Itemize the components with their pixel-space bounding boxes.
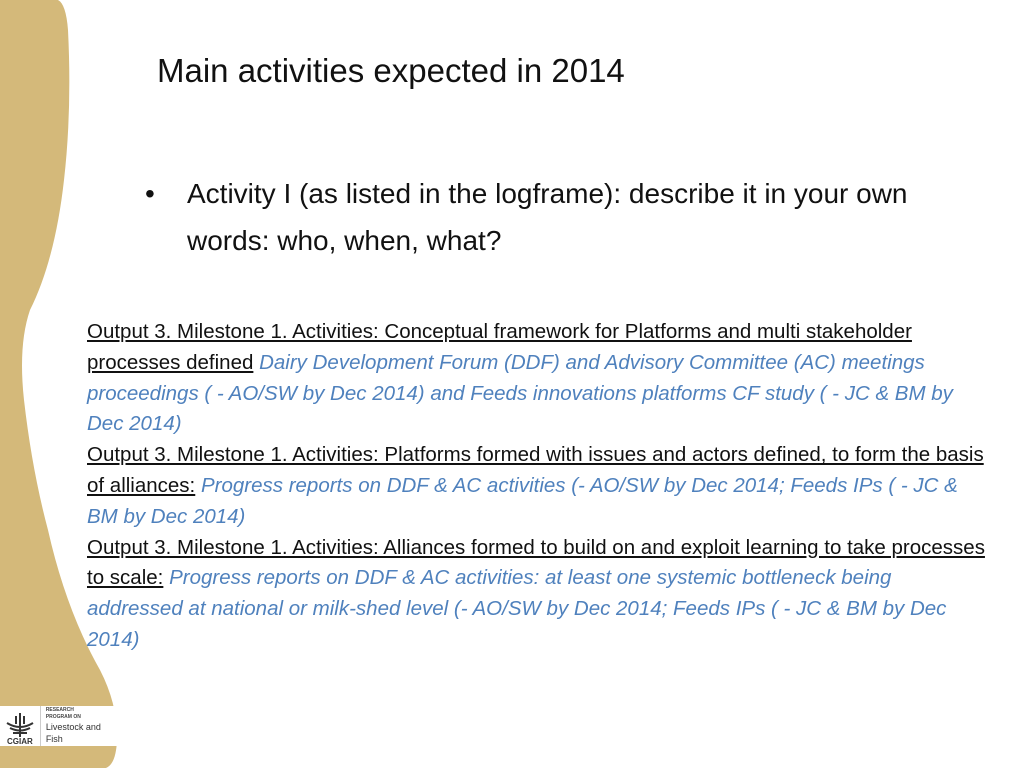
- wheat-emblem-icon: [5, 713, 35, 737]
- output-item: [87, 440, 992, 532]
- slide-title: Main activities expected in 2014: [157, 52, 625, 89]
- output-detail: Progress reports on DDF & AC activities (- AO/SW by Dec 2014; Feeds IPs ( - JC & BM by Dec 2014): [87, 473, 958, 528]
- output-item: [87, 533, 992, 656]
- output-heading: Output 3. Milestone 1. Activities: Alliances formed to build on and exploit learning to take processes to scale:: [87, 535, 985, 590]
- logo-org: CGIAR: [7, 737, 33, 746]
- output-heading: Output 3. Milestone 1. Activities: Platforms formed with issues and actors defined, to form the basis of alliances:: [87, 443, 984, 497]
- output-heading: Output 3. Milestone 1. Activities: Conceptual framework for Platforms and multi stakeholder processes defined: [87, 320, 912, 374]
- bullet-icon: •: [145, 178, 155, 209]
- cgiar-emblem-icon: [0, 706, 41, 746]
- logo-name: Livestock and Fish: [45, 722, 101, 744]
- cgiar-livestock-fish-logo: [0, 706, 120, 746]
- output-detail: Dairy Development Forum (DDF) and Advisory Committee (AC) meetings proceedings ( - AO/SW by Dec 2014) and Feeds innovations platforms CF study ( - JC & BM by Dec 2014): [87, 350, 953, 436]
- output-detail: Progress reports on DDF & AC activities: at least one systemic bottleneck being addressed at national or milk-shed level (- AO/SW by Dec 2014; Feeds IPs ( - JC & BM by Dec 2014): [87, 566, 947, 651]
- bullet-text: Activity I (as listed in the logframe): describe it in your own words: who, when, what?: [187, 178, 908, 256]
- outputs-list: [87, 317, 992, 656]
- logo-line1: RESEARCH: [45, 707, 74, 713]
- logo-line2: PROGRAM ON: [45, 714, 81, 720]
- bullet-item: [145, 170, 987, 264]
- output-item: [87, 317, 992, 440]
